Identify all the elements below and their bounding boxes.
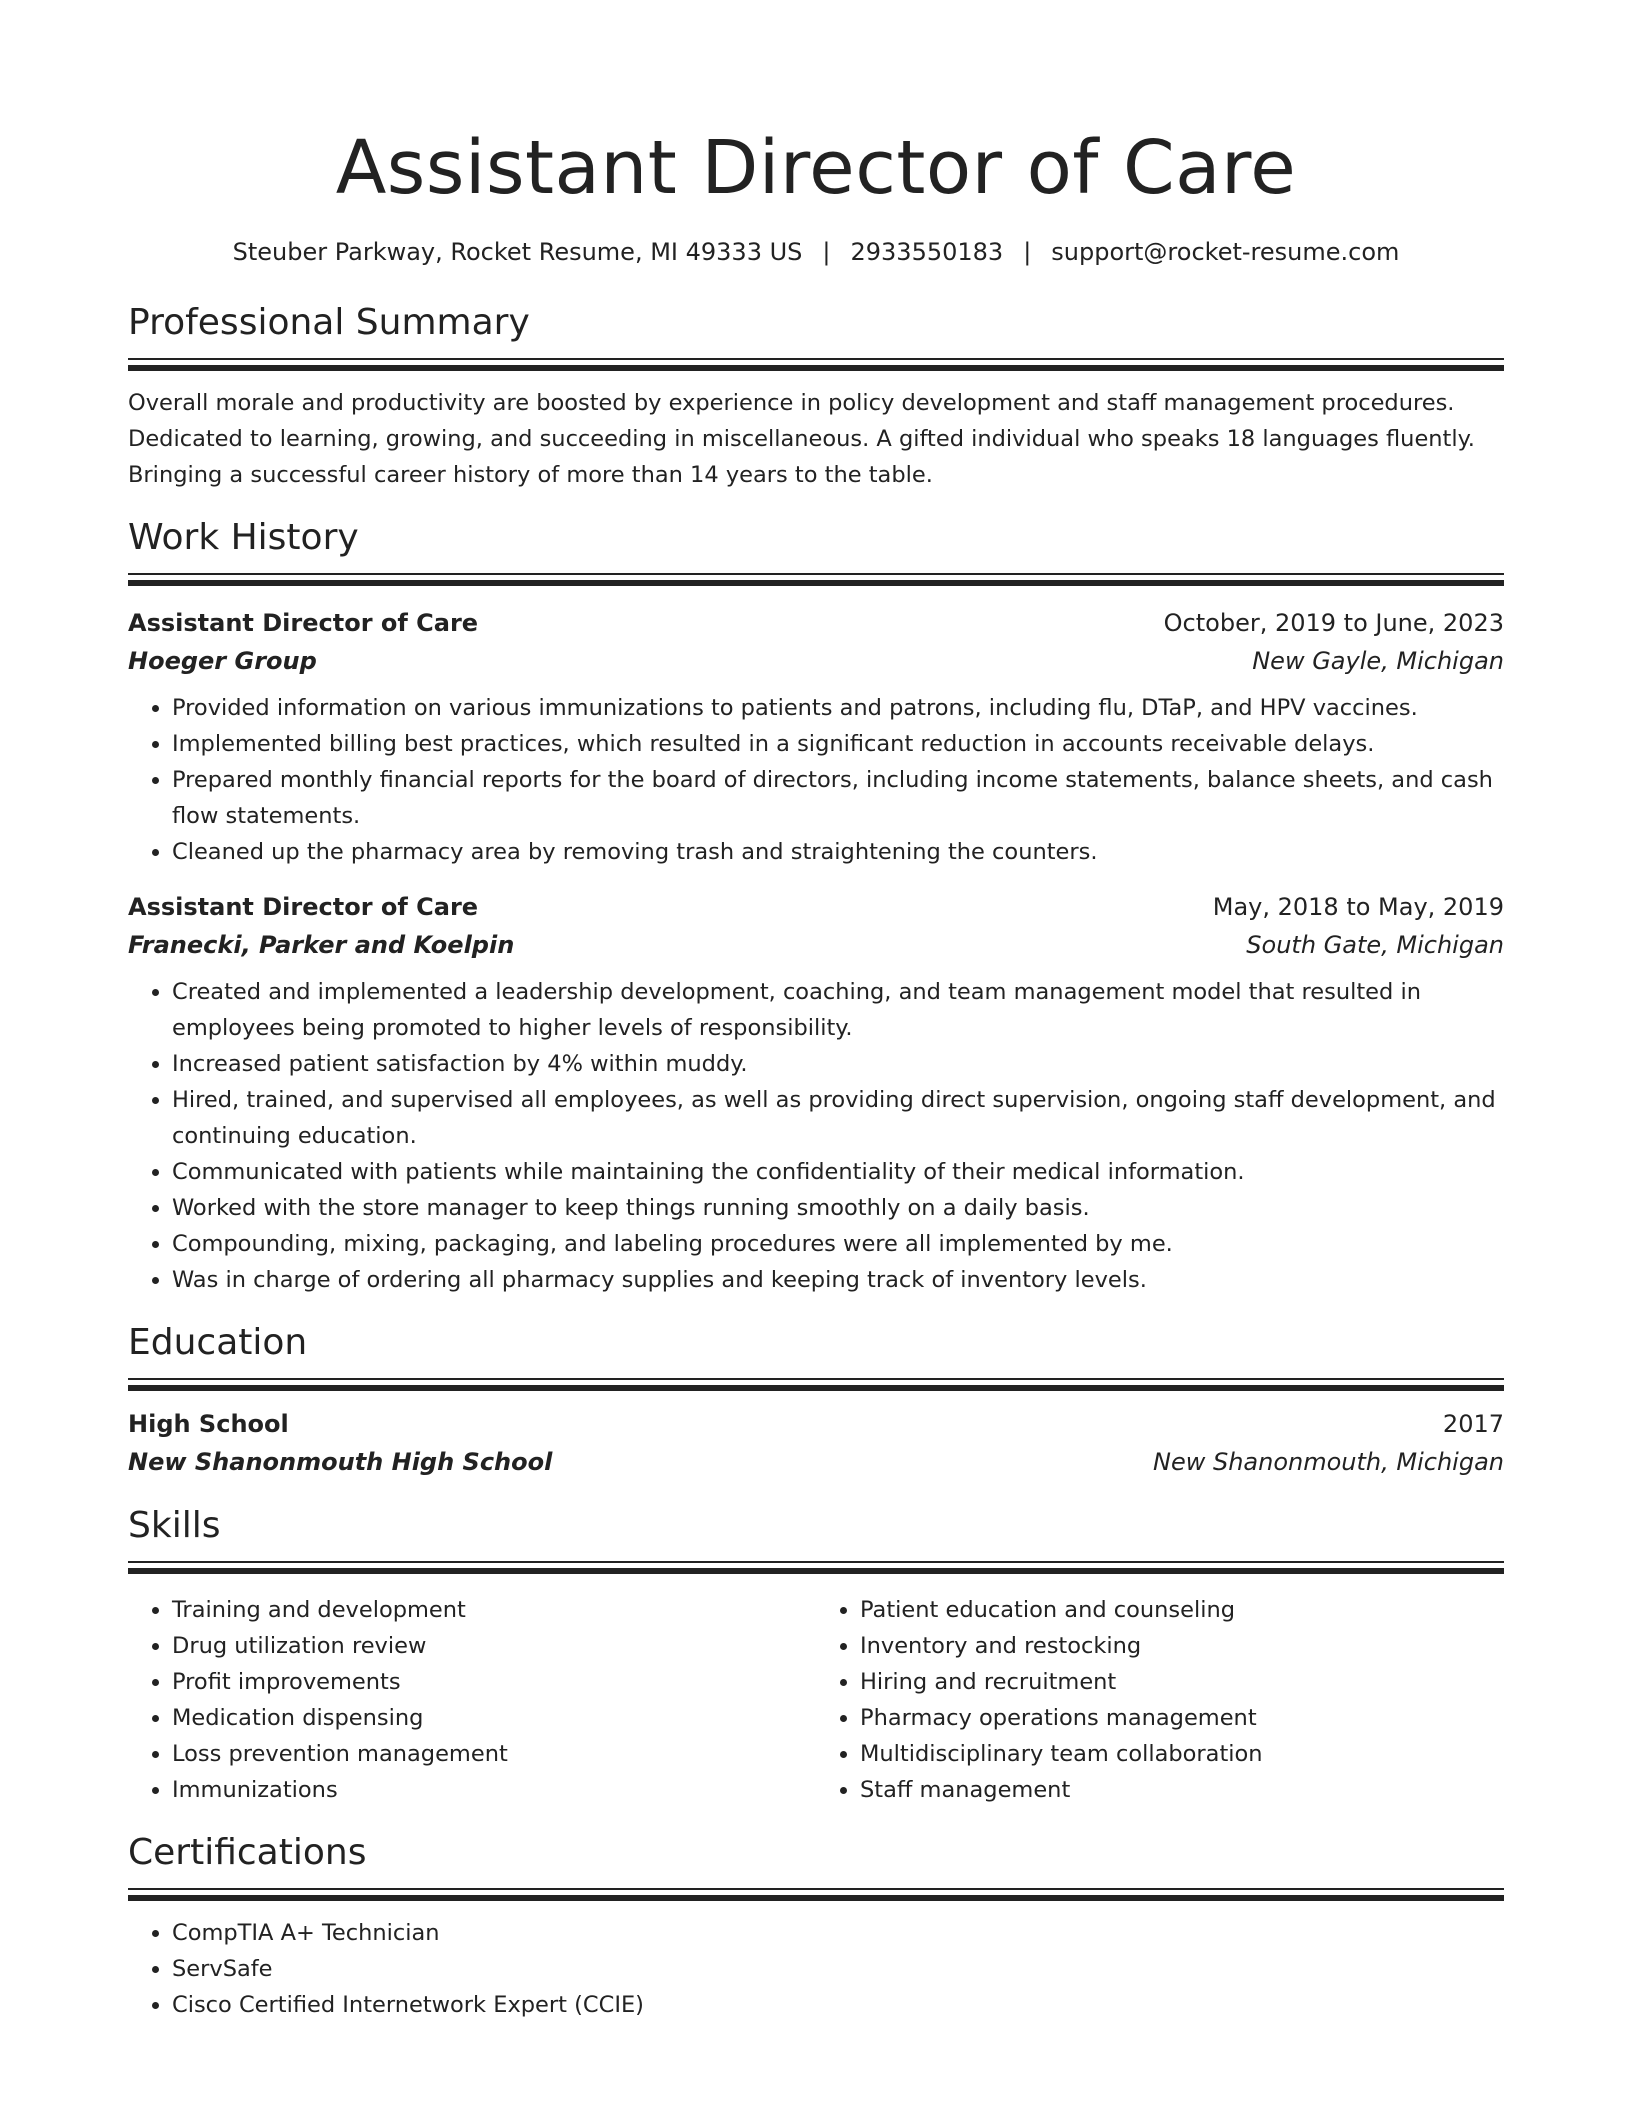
contact-line bbox=[128, 234, 1504, 270]
list-item: • Inventory and restocking bbox=[860, 1628, 1504, 1664]
job-entry bbox=[128, 604, 1504, 870]
education-location: New Shanonmouth, Michigan bbox=[1153, 1448, 1504, 1476]
list-item: • Immunizations bbox=[172, 1772, 816, 1808]
job-title: Assistant Director of Care bbox=[128, 893, 479, 921]
job-header-row bbox=[128, 888, 1504, 926]
education-degree: High School bbox=[128, 1410, 289, 1438]
list-item: • Loss prevention management bbox=[172, 1736, 816, 1772]
phone: 2933550183 bbox=[850, 238, 1004, 266]
list-item: • Provided information on various immunizations to patients and patrons, including flu, DTaP, and HPV vaccines. bbox=[172, 690, 1504, 726]
list-item: • Pharmacy operations management bbox=[860, 1700, 1504, 1736]
section-title-work-history: Work History bbox=[128, 517, 359, 558]
list-item: • Cleaned up the pharmacy area by removing trash and straightening the counters. bbox=[172, 834, 1504, 870]
section-divider bbox=[128, 1561, 1504, 1574]
certifications-list bbox=[128, 1915, 1504, 2023]
list-item: • Multidisciplinary team collaboration bbox=[860, 1736, 1504, 1772]
section-divider bbox=[128, 358, 1504, 371]
list-item: • Compounding, mixing, packaging, and labeling procedures were all implemented by me. bbox=[172, 1226, 1504, 1262]
job-company: Franecki, Parker and Koelpin bbox=[128, 931, 515, 959]
job-bullets bbox=[128, 690, 1504, 870]
job-company-row bbox=[128, 642, 1504, 680]
contact-separator: | bbox=[1023, 238, 1032, 266]
section-divider bbox=[128, 573, 1504, 586]
list-item: • Drug utilization review bbox=[172, 1628, 816, 1664]
skills-section bbox=[128, 1503, 1504, 1808]
address: Steuber Parkway, Rocket Resume, MI 49333 US bbox=[232, 238, 803, 266]
job-dates: May, 2018 to May, 2019 bbox=[1212, 893, 1504, 921]
job-company: Hoeger Group bbox=[128, 647, 317, 675]
section-divider bbox=[128, 1888, 1504, 1901]
job-header-row bbox=[128, 604, 1504, 642]
certifications-section bbox=[128, 1830, 1504, 2023]
section-divider bbox=[128, 1378, 1504, 1391]
summary-section bbox=[128, 300, 1504, 493]
list-item: • Medication dispensing bbox=[172, 1700, 816, 1736]
section-title-skills: Skills bbox=[128, 1505, 221, 1546]
list-item: • Was in charge of ordering all pharmacy supplies and keeping track of inventory levels. bbox=[172, 1262, 1504, 1298]
list-item: • Hired, trained, and supervised all employees, as well as providing direct supervision, ongoing staff development, and continuing education. bbox=[172, 1082, 1504, 1154]
education-school: New Shanonmouth High School bbox=[128, 1448, 553, 1476]
list-item: • Hiring and recruitment bbox=[860, 1664, 1504, 1700]
section-title-education: Education bbox=[128, 1322, 308, 1363]
list-item: • CompTIA A+ Technician bbox=[172, 1915, 1504, 1951]
skills-list-right bbox=[816, 1592, 1504, 1808]
job-location: New Gayle, Michigan bbox=[1252, 647, 1504, 675]
list-item: • Created and implemented a leadership development, coaching, and team management model that resulted in employees being promoted to higher levels of responsibility. bbox=[172, 974, 1504, 1046]
summary-text: Overall morale and productivity are boosted by experience in policy development and staff management procedures. Dedicated to learning, growing, and succeeding in miscellaneous. A gifted individual who speaks 18 languages fluently. Bringing a successful career history of more than 14 years to the table. bbox=[128, 390, 1475, 488]
list-item: • Worked with the store manager to keep things running smoothly on a daily basis. bbox=[172, 1190, 1504, 1226]
job-dates: October, 2019 to June, 2023 bbox=[1163, 609, 1504, 637]
education-school-row bbox=[128, 1443, 1504, 1481]
job-entry bbox=[128, 888, 1504, 1298]
candidate-name: Assistant Director of Care bbox=[335, 125, 1297, 211]
list-item: • Staff management bbox=[860, 1772, 1504, 1808]
section-title-summary: Professional Summary bbox=[128, 302, 530, 343]
list-item: • Communicated with patients while maintaining the confidentiality of their medical information. bbox=[172, 1154, 1504, 1190]
skills-grid bbox=[128, 1588, 1504, 1808]
list-item: • Implemented billing best practices, which resulted in a significant reduction in accounts receivable delays. bbox=[172, 726, 1504, 762]
education-header-row bbox=[128, 1405, 1504, 1443]
list-item: • Training and development bbox=[172, 1592, 816, 1628]
job-location: South Gate, Michigan bbox=[1246, 931, 1504, 959]
skills-list-left bbox=[128, 1592, 816, 1808]
job-bullets bbox=[128, 974, 1504, 1298]
contact-separator: | bbox=[822, 238, 831, 266]
job-company-row bbox=[128, 926, 1504, 964]
job-title: Assistant Director of Care bbox=[128, 609, 479, 637]
list-item: • Increased patient satisfaction by 4% within muddy. bbox=[172, 1046, 1504, 1082]
section-title-certifications: Certifications bbox=[128, 1832, 367, 1873]
list-item: • Prepared monthly financial reports for the board of directors, including income statements, balance sheets, and cash flow statements. bbox=[172, 762, 1504, 834]
work-history-section bbox=[128, 515, 1504, 1298]
list-item: • Profit improvements bbox=[172, 1664, 816, 1700]
education-section bbox=[128, 1320, 1504, 1481]
list-item: • Patient education and counseling bbox=[860, 1592, 1504, 1628]
education-year: 2017 bbox=[1442, 1410, 1504, 1438]
list-item: • Cisco Certified Internetwork Expert (CCIE) bbox=[172, 1987, 1504, 2023]
email: support@rocket-resume.com bbox=[1051, 238, 1400, 266]
list-item: • ServSafe bbox=[172, 1951, 1504, 1987]
